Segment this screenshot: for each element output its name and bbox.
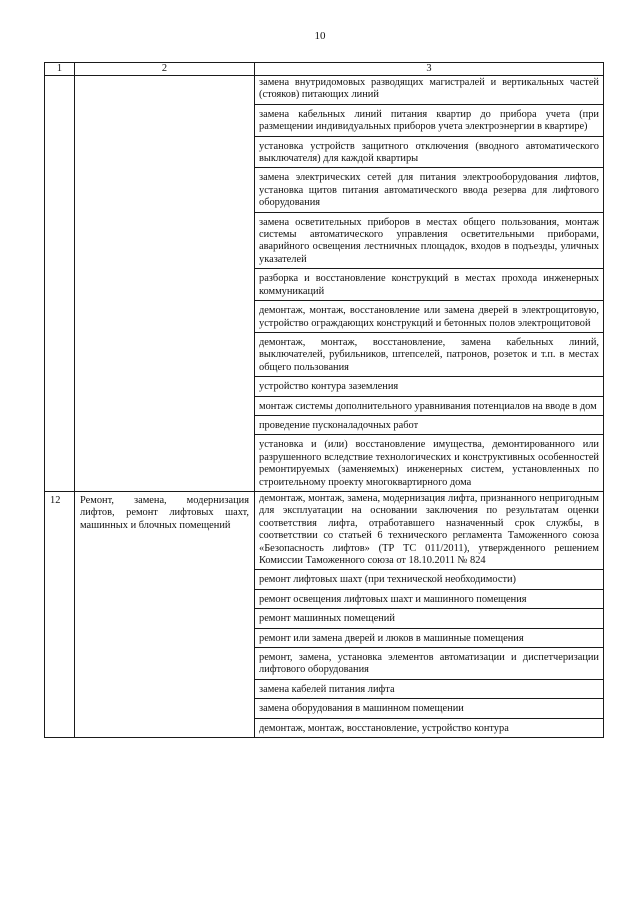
column-header-1: 1 bbox=[45, 63, 75, 76]
column-header-2: 2 bbox=[75, 63, 255, 76]
row-name bbox=[75, 76, 255, 492]
table-header-row bbox=[45, 63, 604, 76]
works-list bbox=[255, 76, 604, 492]
page-number: 10 bbox=[314, 30, 326, 42]
work-item: демонтаж, монтаж, замена, модернизация лифта, признанного непригодным для эксплуатации на основании заключения по результатам оценки соответствия лифта, отработавшего назначенный срок службы, в соответствии со статьей 6 технического регламента Таможенного союза «Безопасность лифтов» (ТР ТС 011/2011), утвержденного решением Комиссии Таможенного союза от 18.10.2011 № 824 bbox=[255, 492, 603, 570]
table-row bbox=[45, 491, 604, 737]
work-item: ремонт или замена дверей и люков в машинные помещения bbox=[255, 632, 603, 648]
work-item: установка устройств защитного отключения (вводного автоматического выключателя) для каждой квартиры bbox=[255, 140, 603, 169]
work-item: замена кабельных линий питания квартир до прибора учета (при размещении индивидуальных приборов учета электроэнергии в квартире) bbox=[255, 108, 603, 137]
table-row bbox=[45, 76, 604, 492]
row-number: 12 bbox=[45, 491, 75, 737]
work-item: замена оборудования в машинном помещении bbox=[255, 702, 603, 718]
works-list bbox=[255, 491, 604, 737]
work-item: монтаж системы дополнительного уравнивания потенциалов на вводе в дом bbox=[255, 400, 603, 416]
works-table bbox=[44, 62, 604, 738]
work-item: ремонт машинных помещений bbox=[255, 612, 603, 628]
row-number bbox=[45, 76, 75, 492]
work-item: замена осветительных приборов в местах общего пользования, монтаж системы автоматического управления осветительными приборами, аварийного освещения лестничных площадок, входов в подъезды, уличных указателей bbox=[255, 216, 603, 270]
work-item: замена внутридомовых разводящих магистралей и вертикальных частей (стояков) питающих линий bbox=[255, 76, 603, 105]
work-item: устройство контура заземления bbox=[255, 380, 603, 396]
work-item: проведение пусконаладочных работ bbox=[255, 419, 603, 435]
work-item: замена электрических сетей для питания электрооборудования лифтов, установка щитов питания автоматического ввода резерва для лифтового оборудования bbox=[255, 171, 603, 212]
work-item: разборка и восстановление конструкций в местах прохода инженерных коммуникаций bbox=[255, 272, 603, 301]
work-item: замена кабелей питания лифта bbox=[255, 683, 603, 699]
work-item: установка и (или) восстановление имущества, демонтированного или разрушенного вследствие технологических и конструктивных особенностей ремонтируемых (заменяемых) инженерных систем, установленных по строительному проекту многоквартирного дома bbox=[259, 439, 599, 488]
work-item: ремонт лифтовых шахт (при технической необходимости) bbox=[255, 573, 603, 589]
work-item: ремонт, замена, установка элементов автоматизации и диспетчеризации лифтового оборудования bbox=[255, 651, 603, 680]
column-header-3: 3 bbox=[255, 63, 604, 76]
work-item: демонтаж, монтаж, восстановление, устройство контура bbox=[259, 722, 509, 734]
work-item: демонтаж, монтаж, восстановление, замена кабельных линий, выключателей, рубильников, штепселей, патронов, розеток и т.п. в местах общего пользования bbox=[255, 336, 603, 377]
row-name: Ремонт, замена, модернизация лифтов, ремонт лифтовых шахт, машинных и блочных помещений bbox=[75, 491, 255, 737]
work-item: демонтаж, монтаж, восстановление или замена дверей в электрощитовую, устройство ограждающих конструкций и бетонных полов электрощитовой bbox=[255, 304, 603, 333]
work-item: ремонт освещения лифтовых шахт и машинного помещения bbox=[255, 593, 603, 609]
